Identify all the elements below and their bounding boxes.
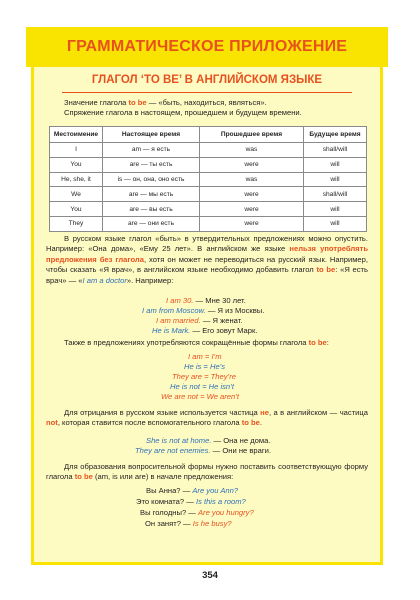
english-phrase: I am from Moscow. — [142, 306, 206, 315]
example-line — [152, 326, 257, 336]
russian-question: Вы Анна? — — [146, 486, 193, 495]
table-cell: are — мы есть — [103, 187, 200, 202]
english-phrase: I am married. — [156, 316, 201, 325]
table-cell: They — [50, 216, 103, 231]
translation: — Они не враги. — [210, 446, 271, 455]
table-cell: You — [50, 157, 103, 172]
column-header: Настоящее время — [103, 127, 200, 143]
russian-question: Он занят? — — [145, 519, 193, 528]
table-cell: were — [200, 216, 304, 231]
paragraph-text: Для образования вопросительной формы нужно поставить соответствующую форму глагола — [46, 462, 368, 482]
english-question: Are you Ann? — [192, 486, 239, 495]
short-form: I’m — [211, 352, 222, 361]
full-form: I am — [188, 352, 203, 361]
full-form: He is — [184, 362, 202, 371]
table-cell: were — [200, 187, 304, 202]
russian-question: Это комната? — — [136, 497, 196, 506]
table-cell: shall/will — [304, 143, 367, 158]
example-line — [166, 296, 246, 306]
table-cell: were — [200, 157, 304, 172]
full-form: We are not — [161, 392, 199, 401]
page-number: 354 — [202, 570, 218, 581]
table-cell: We — [50, 187, 103, 202]
short-forms-paragraph — [46, 338, 368, 348]
intro-paragraph — [46, 98, 368, 119]
english-phrase: I am 30. — [166, 296, 194, 305]
keyword: to be — [308, 338, 327, 347]
title-underline — [62, 92, 352, 93]
table-cell: will — [304, 202, 367, 217]
paragraph-text: , а в английском — частица — [268, 408, 368, 417]
table-row — [50, 202, 367, 217]
russian-omission-paragraph — [46, 234, 368, 286]
question-line — [146, 486, 238, 496]
english-phrase: He is Mark. — [152, 326, 191, 335]
english-question: Are you hungry? — [197, 508, 254, 517]
short-form-line: He is not = He isn’t — [170, 382, 234, 391]
question-line — [136, 497, 246, 507]
table-cell: are — они есть — [103, 216, 200, 231]
table-cell: will — [304, 157, 367, 172]
question-line — [145, 519, 232, 529]
table-cell: will — [304, 216, 367, 231]
intro-text: Спряжение глагола в настоящем, прошедшем и будущем времени. — [64, 108, 302, 118]
short-form-line: He is = He’s — [184, 362, 226, 371]
paragraph-text: , хотя он может не переводиться на русский язык. Например, чтобы сказать «Я врач», в английском языке необходимо добавить глагол — [46, 254, 368, 275]
intro-text: — «быть, находиться, являться». — [146, 98, 267, 107]
table-cell: He, she, it — [50, 172, 103, 187]
keyword: нельзя употреблять предложения без глагола — [46, 244, 368, 264]
short-form: They’re — [210, 372, 236, 381]
table-cell: was — [200, 143, 304, 158]
keyword: to be — [241, 418, 260, 428]
keyword: не — [260, 408, 269, 417]
question-paragraph — [46, 462, 368, 483]
table-row — [50, 172, 367, 187]
table-cell: are — ты есть — [103, 157, 200, 172]
translation: — Мне 30 лет. — [193, 296, 246, 305]
table-cell: You — [50, 202, 103, 217]
keyword: to be — [74, 472, 93, 482]
example-line — [142, 306, 264, 316]
english-phrase: I am a doctor — [82, 275, 127, 285]
table-header-row — [50, 127, 367, 143]
table-cell: am — я есть — [103, 143, 200, 158]
paragraph-text: Также в предложениях употребляются сокращённые формы глагола — [64, 338, 309, 347]
translation: — Она не дома. — [211, 436, 271, 445]
intro-text: Значение глагола — [64, 98, 129, 107]
russian-question: Вы голодны? — — [140, 508, 198, 517]
table-cell: are — вы есть — [103, 202, 200, 217]
keyword: to be — [128, 98, 147, 107]
table-row — [50, 216, 367, 231]
english-question: Is he busy? — [192, 519, 232, 528]
example-line — [146, 436, 270, 446]
short-form: We aren’t — [206, 392, 240, 401]
table-cell: is — он, она, оно есть — [103, 172, 200, 187]
table-cell: will — [304, 172, 367, 187]
full-form: They are — [172, 372, 202, 381]
translation: — Его зовут Марк. — [190, 326, 258, 335]
column-header: Будущее время — [304, 127, 367, 143]
example-line — [156, 316, 242, 326]
column-header: Прошедшее время — [200, 127, 304, 143]
translation: — Я из Москвы. — [205, 306, 265, 315]
table-row — [50, 187, 367, 202]
column-header: Местоимение — [50, 127, 103, 143]
paragraph-text: : «Я есть врач» — « — [46, 265, 368, 285]
table-cell: shall/will — [304, 187, 367, 202]
page-title: ГРАММАТИЧЕСКОЕ ПРИЛОЖЕНИЕ — [66, 38, 348, 55]
paragraph-text: , которая ставится после вспомогательного глагола — [57, 418, 242, 428]
table-cell: was — [200, 172, 304, 187]
english-question: Is this a room? — [195, 497, 246, 506]
table-row — [50, 157, 367, 172]
section-title: ГЛАГОЛ ‘TO BE’ В АНГЛИЙСКОМ ЯЗЫКЕ — [91, 74, 323, 86]
conjugation-table — [49, 126, 367, 232]
table-cell: I — [50, 143, 103, 158]
paragraph-text: . — [259, 418, 263, 428]
short-form-line: We are not = We aren’t — [161, 392, 240, 401]
question-line — [140, 508, 254, 518]
short-form: He’s — [209, 362, 226, 371]
table-row — [50, 143, 367, 158]
table-cell: were — [200, 202, 304, 217]
full-form: He is not — [170, 382, 200, 391]
translation: — Я женат. — [200, 316, 243, 325]
paragraph-text: : — [326, 338, 329, 347]
paragraph-text: (am, is или are) в начале предложения: — [92, 472, 234, 482]
short-form-line: I am = I’m — [188, 352, 222, 361]
english-phrase: She is not at home. — [146, 436, 212, 445]
english-phrase: They are not enemies. — [135, 446, 211, 455]
paragraph-text: ». Например: — [126, 275, 174, 285]
paragraph-text: Для отрицания в русском языке используется частица — [64, 408, 261, 417]
paragraph-text: В русском языке глагол «быть» в утвердительных предложениях можно опустить. Например: «Она дома», «Ему 25 лет». В английском же языке — [46, 234, 368, 254]
short-form-line: They are = They’re — [172, 372, 236, 381]
keyword: not — [46, 418, 58, 428]
short-form: He isn’t — [208, 382, 234, 391]
keyword: to be — [316, 265, 336, 275]
negation-paragraph — [46, 408, 368, 429]
example-line — [135, 446, 271, 456]
